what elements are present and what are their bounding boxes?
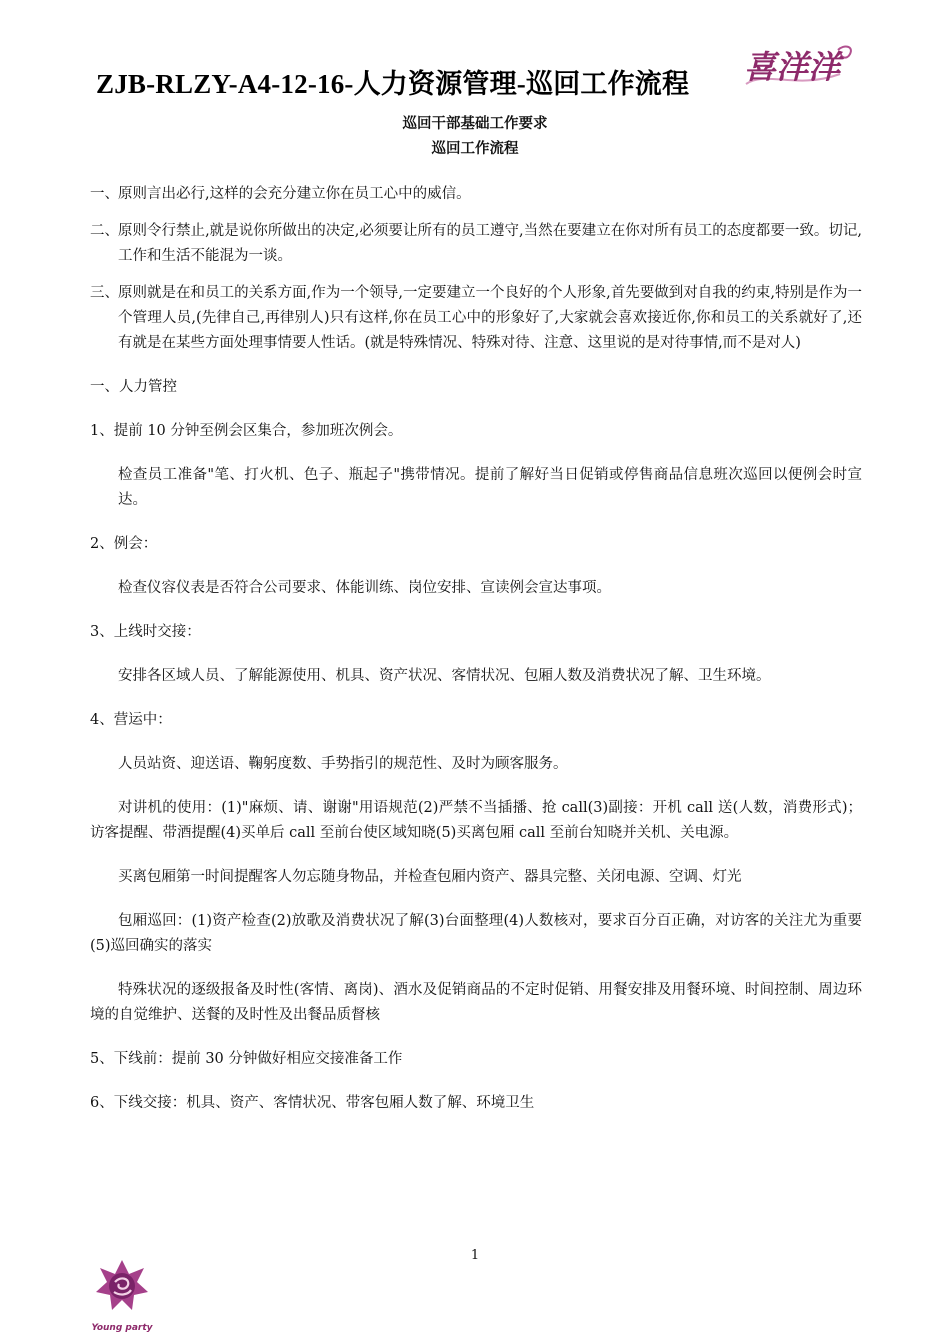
principle-item: [90, 219, 862, 269]
step-1-body: 检查员工准备"笔、打火机、色子、瓶起子"携带情况。提前了解好当日促销或停售商品信息班次巡回以便例会时宣达。: [118, 467, 862, 508]
step-6-heading: 6、下线交接：机具、资产、客情状况、带客包厢人数了解、环境卫生: [90, 1095, 535, 1111]
principle-marker: 二、: [90, 223, 119, 239]
step-4-room-checkout: 买离包厢第一时间提醒客人勿忘随身物品，并检查包厢内资产、器具完整、关闭电源、空调、灯光: [118, 869, 742, 885]
document-title: ZJB-RLZY-A4-12-16-人力资源管理-巡回工作流程: [96, 69, 690, 99]
subtitle-requirements: 巡回干部基础工作要求: [402, 115, 548, 132]
step-4-walkie-talkie: 对讲机的使用：(1)"麻烦、请、谢谢"用语规范(2)严禁不当插播、抢 call(3)副接：开机 call 送(人数，消费形式)；访客提醒、带酒提醒(4)买单后 call 至前台使区域知晓(5)买离包厢 call 至前台知晓并关机、关电源。: [90, 800, 862, 841]
principle-marker: 一、: [90, 186, 119, 202]
subtitle-workflow: 巡回工作流程: [431, 140, 519, 157]
principle-marker: 三、: [90, 285, 119, 301]
step-4-heading: 4、营运中：: [90, 712, 172, 728]
principle-text: 原则就是在和员工的关系方面,作为一个领导,一定要建立一个良好的个人形象,首先要做到对自我的约束,特别是作为一个管理人员,(先律自己,再律别人)只有这样,你在员工心中的形象好了,大家就会喜欢接近你,你和员工的关系就好了,还有就是在某些方面处理事情要人性话。(就是特殊情况、特殊对待、注意、这里说的是对待事情,而不是对人): [118, 285, 862, 351]
step-5-heading: 5、下线前：提前 30 分钟做好相应交接准备工作: [90, 1051, 403, 1067]
step-3-heading: 3、上线时交接：: [90, 624, 201, 640]
document-body: [90, 182, 862, 1116]
step-2-body: 检查仪容仪表是否符合公司要求、体能训练、岗位安排、宣读例会宣达事项。: [118, 580, 611, 596]
step-2-heading: 2、例会：: [90, 536, 158, 552]
principle-item: [90, 281, 862, 356]
step-4-room-patrol: 包厢巡回：(1)资产检查(2)放歌及消费状况了解(3)台面整理(4)人数核对，要求百分百正确，对访客的关注尤为重要(5)巡回确实的落实: [90, 913, 862, 954]
brand-logo-text: 喜洋洋: [744, 48, 841, 86]
section-heading-manpower: 一、人力管控: [90, 379, 177, 395]
footer-logo: [86, 1256, 158, 1336]
step-4-special-cases: 特殊状况的逐级报备及时性(客情、离岗)、酒水及促销商品的不定时促销、用餐安排及用餐环境、时间控制、周边环境的自觉维护、送餐的及时性及出餐品质督核: [90, 982, 862, 1023]
page-number: 1: [470, 1248, 480, 1263]
principle-text: 原则令行禁止,就是说你所做出的决定,必须要让所有的员工遵守,当然在要建立在你对所有员工的态度都要一致。切记,工作和生活不能混为一谈。: [118, 223, 862, 264]
step-4-staff-standards: 人员站资、迎送语、鞠躬度数、手势指引的规范性、及时为顾客服务。: [118, 756, 568, 772]
footer-logo-text: Young party: [91, 1323, 153, 1333]
brand-logo: [740, 40, 860, 96]
principle-item: [90, 182, 862, 207]
step-3-body: 安排各区域人员、了解能源使用、机具、资产状况、客情状况、包厢人数及消费状况了解、卫生环境。: [118, 668, 771, 684]
principle-text: 原则言出必行,这样的会充分建立你在员工心中的威信。: [118, 186, 471, 202]
step-1-heading: 1、提前 10 分钟至例会区集合，参加班次例会。: [90, 423, 403, 439]
